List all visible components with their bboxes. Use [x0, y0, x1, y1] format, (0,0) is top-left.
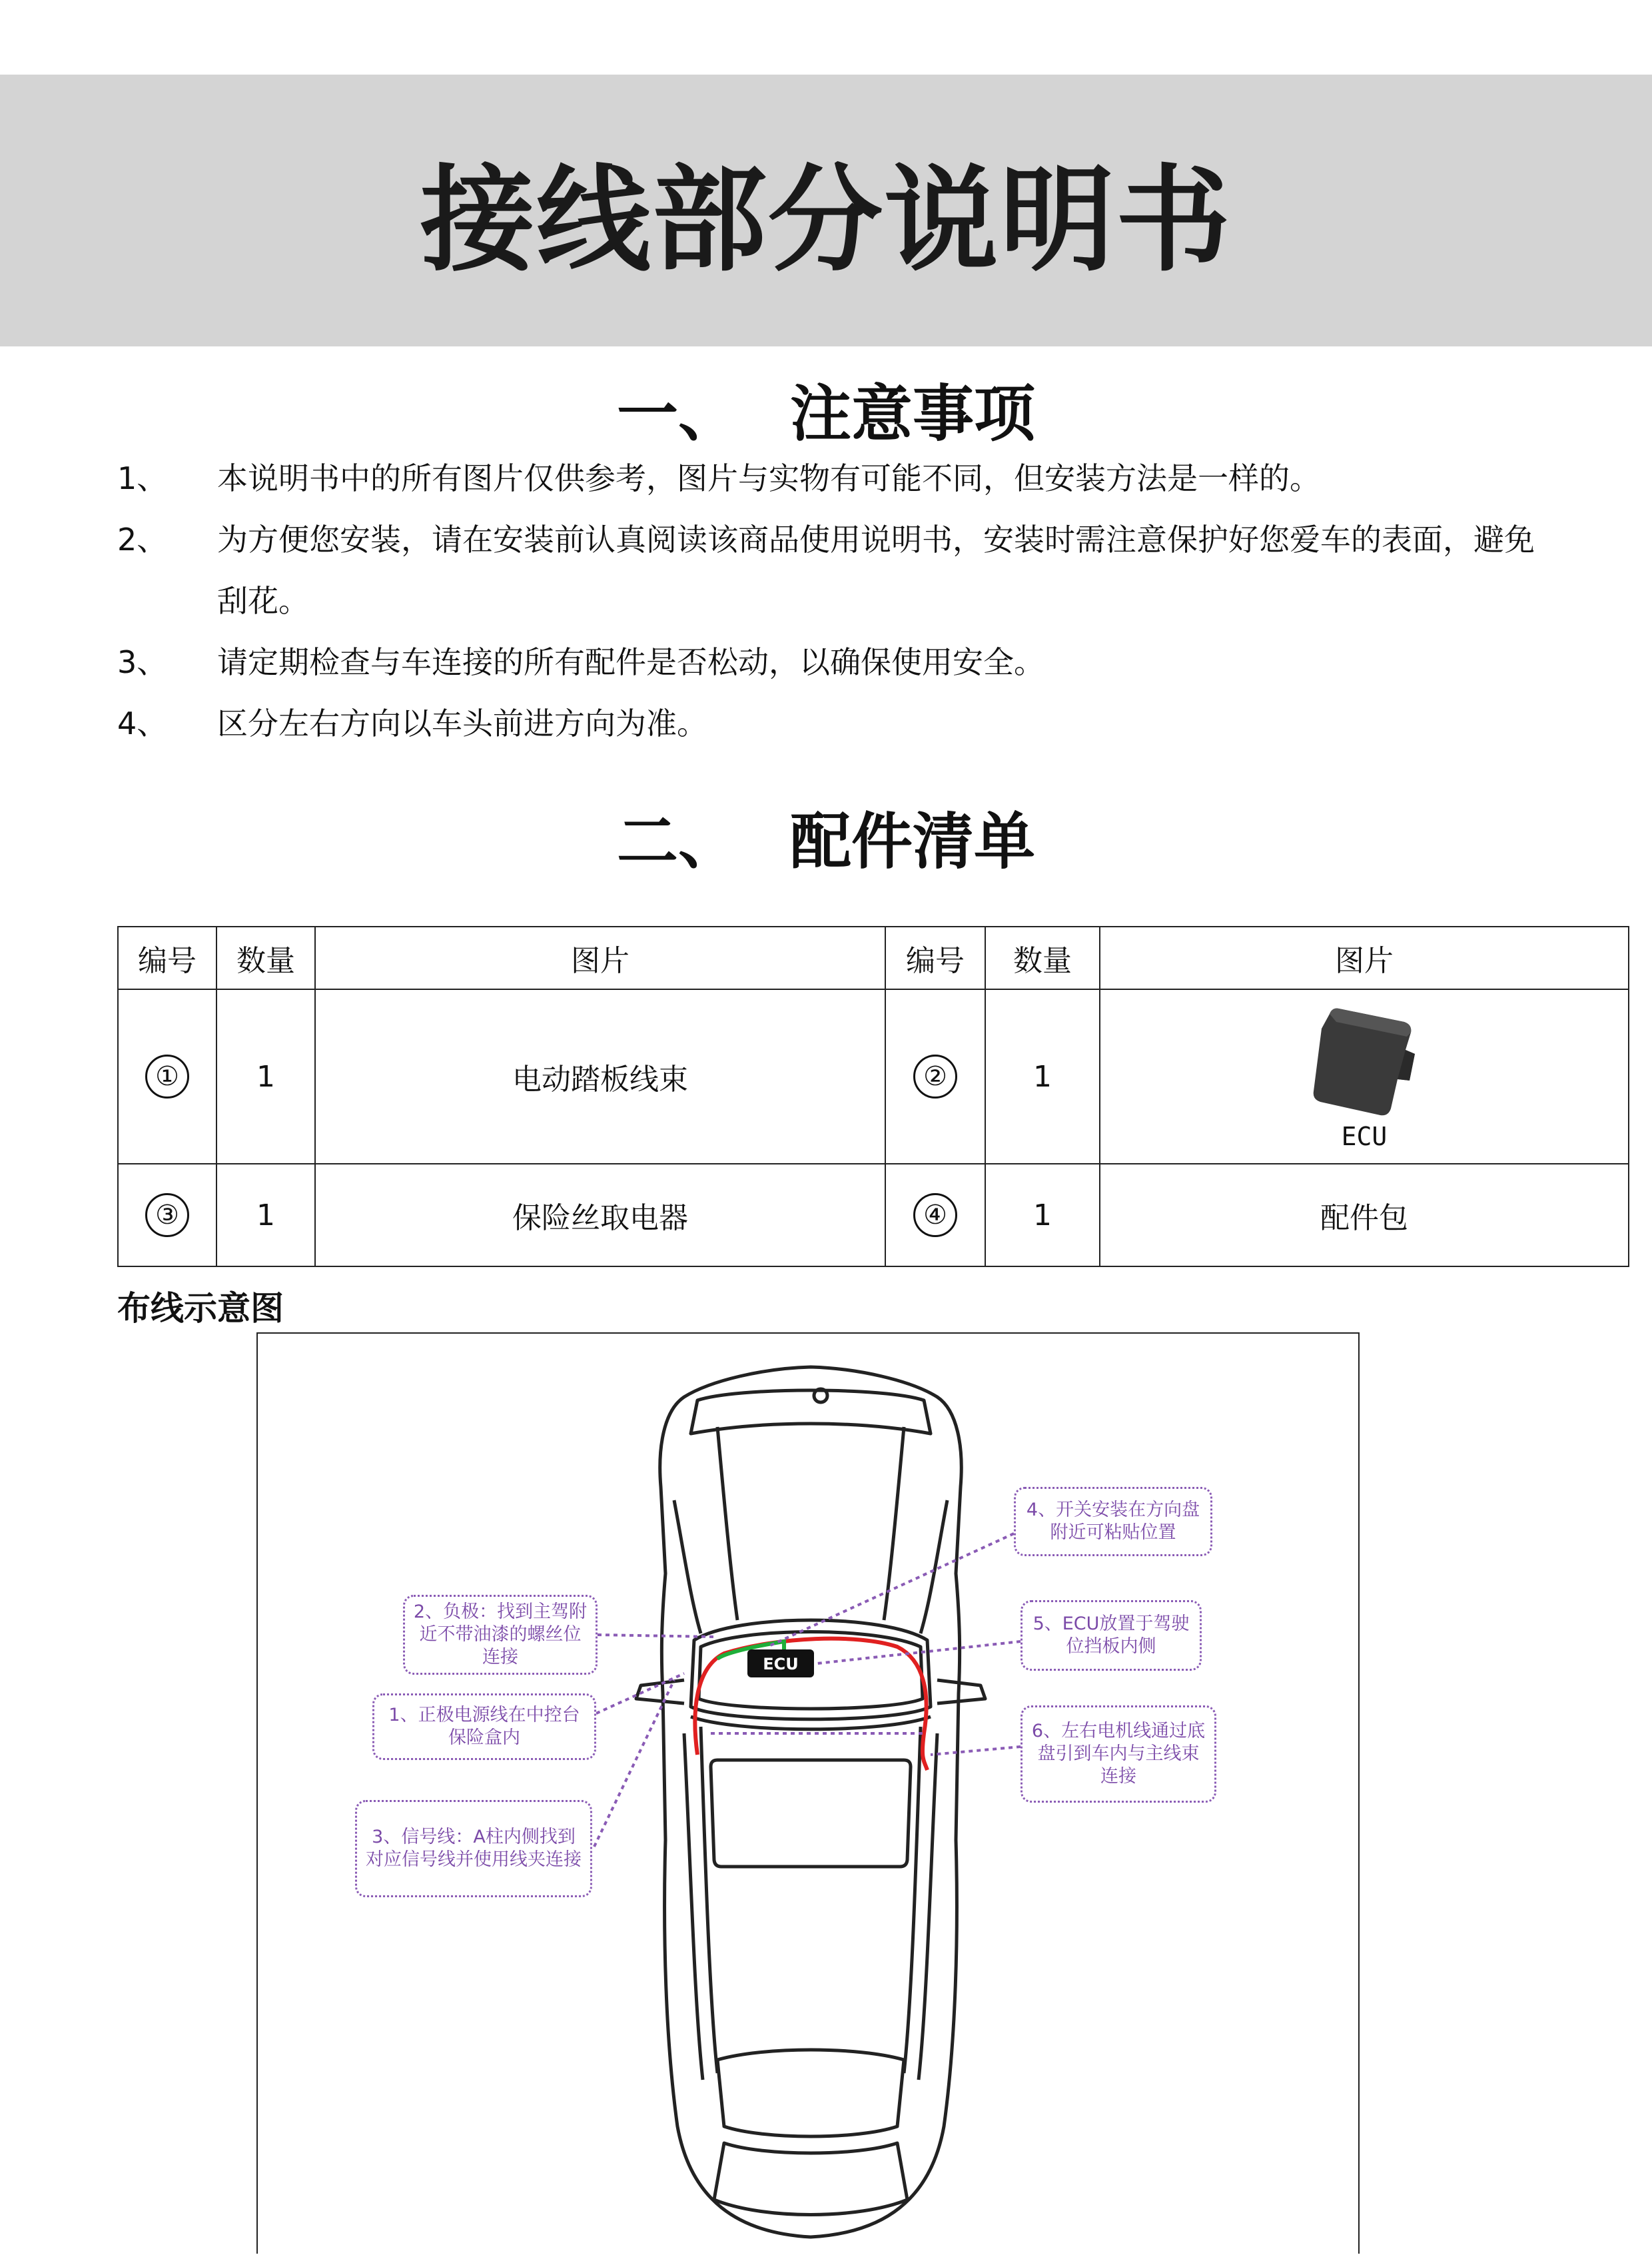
- section-heading-notes: [0, 365, 1652, 453]
- callout-positive: 1、正极电源线在中控台保险盒内: [372, 1693, 596, 1760]
- note-text: 为方便您安装，请在安装前认真阅读该商品使用说明书，安装时需注意保护好您爱车的表面，避免刮花。: [217, 522, 1535, 619]
- ecu-module-icon: [1298, 1002, 1431, 1122]
- item-number: ②: [913, 1055, 957, 1099]
- table-row: [118, 989, 1629, 1164]
- table-header-row: [118, 927, 1629, 989]
- section-number: 一、: [616, 378, 739, 450]
- note-item: [117, 509, 1556, 632]
- callout-ecu-location: 5、ECU放置于驾驶位挡板内侧: [1021, 1600, 1202, 1671]
- page-title: 接线部分说明书: [420, 153, 1232, 287]
- item-name-cell: 电动踏板线束: [315, 989, 885, 1164]
- header-cell: 图片: [1100, 927, 1629, 989]
- item-name-cell: 保险丝取电器: [315, 1164, 885, 1266]
- note-index: 2、: [117, 522, 168, 558]
- quantity-cell: 1: [985, 1164, 1100, 1266]
- header-cell: 编号: [885, 927, 985, 989]
- quantity-cell: 1: [216, 989, 315, 1164]
- note-item: [117, 448, 1556, 509]
- item-number: ①: [145, 1055, 189, 1099]
- parts-table: [117, 926, 1629, 1267]
- note-text: 本说明书中的所有图片仅供参考，图片与实物有可能不同，但安装方法是一样的。: [217, 460, 1320, 496]
- ecu-image-cell: [1100, 989, 1629, 1164]
- section-heading-parts: [0, 793, 1652, 881]
- section-title-text: 注意事项: [789, 378, 1035, 450]
- header-cell: 数量: [985, 927, 1100, 989]
- notes-list: [117, 448, 1556, 754]
- wiring-diagram-title: 布线示意图: [117, 1289, 284, 1328]
- item-number-cell: [118, 1164, 216, 1266]
- header-cell: 图片: [315, 927, 885, 989]
- diagram-ecu-label: ECU: [763, 1655, 799, 1673]
- header-cell: 数量: [216, 927, 315, 989]
- section-title-text: 配件清单: [789, 806, 1035, 877]
- section-number: 二、: [616, 806, 739, 877]
- callout-signal: 3、信号线：A柱内侧找到对应信号线并使用线夹连接: [355, 1800, 592, 1897]
- item-number-cell: [118, 989, 216, 1164]
- callout-motor-wires: 6、左右电机线通过底盘引到车内与主线束连接: [1021, 1705, 1216, 1803]
- header-cell: 编号: [118, 927, 216, 989]
- item-number: ③: [145, 1193, 189, 1237]
- wiring-diagram: [256, 1332, 1360, 2254]
- note-index: 1、: [117, 460, 168, 496]
- note-index: 3、: [117, 644, 168, 680]
- item-name-cell: 配件包: [1100, 1164, 1629, 1266]
- note-text: 请定期检查与车连接的所有配件是否松动，以确保使用安全。: [217, 644, 1044, 680]
- note-index: 4、: [117, 705, 168, 741]
- item-number-cell: [885, 1164, 985, 1266]
- title-banner: [0, 75, 1652, 346]
- callout-switch: 4、开关安装在方向盘附近可粘贴位置: [1014, 1487, 1212, 1556]
- item-number-cell: [885, 989, 985, 1164]
- ecu-label: ECU: [1341, 1122, 1388, 1151]
- note-item: [117, 693, 1556, 754]
- item-number: ④: [913, 1193, 957, 1237]
- quantity-cell: 1: [216, 1164, 315, 1266]
- callout-negative: 2、负极：找到主驾附近不带油漆的螺丝位连接: [403, 1595, 598, 1675]
- table-row: [118, 1164, 1629, 1266]
- note-text: 区分左右方向以车头前进方向为准。: [217, 705, 707, 741]
- note-item: [117, 632, 1556, 693]
- quantity-cell: 1: [985, 989, 1100, 1164]
